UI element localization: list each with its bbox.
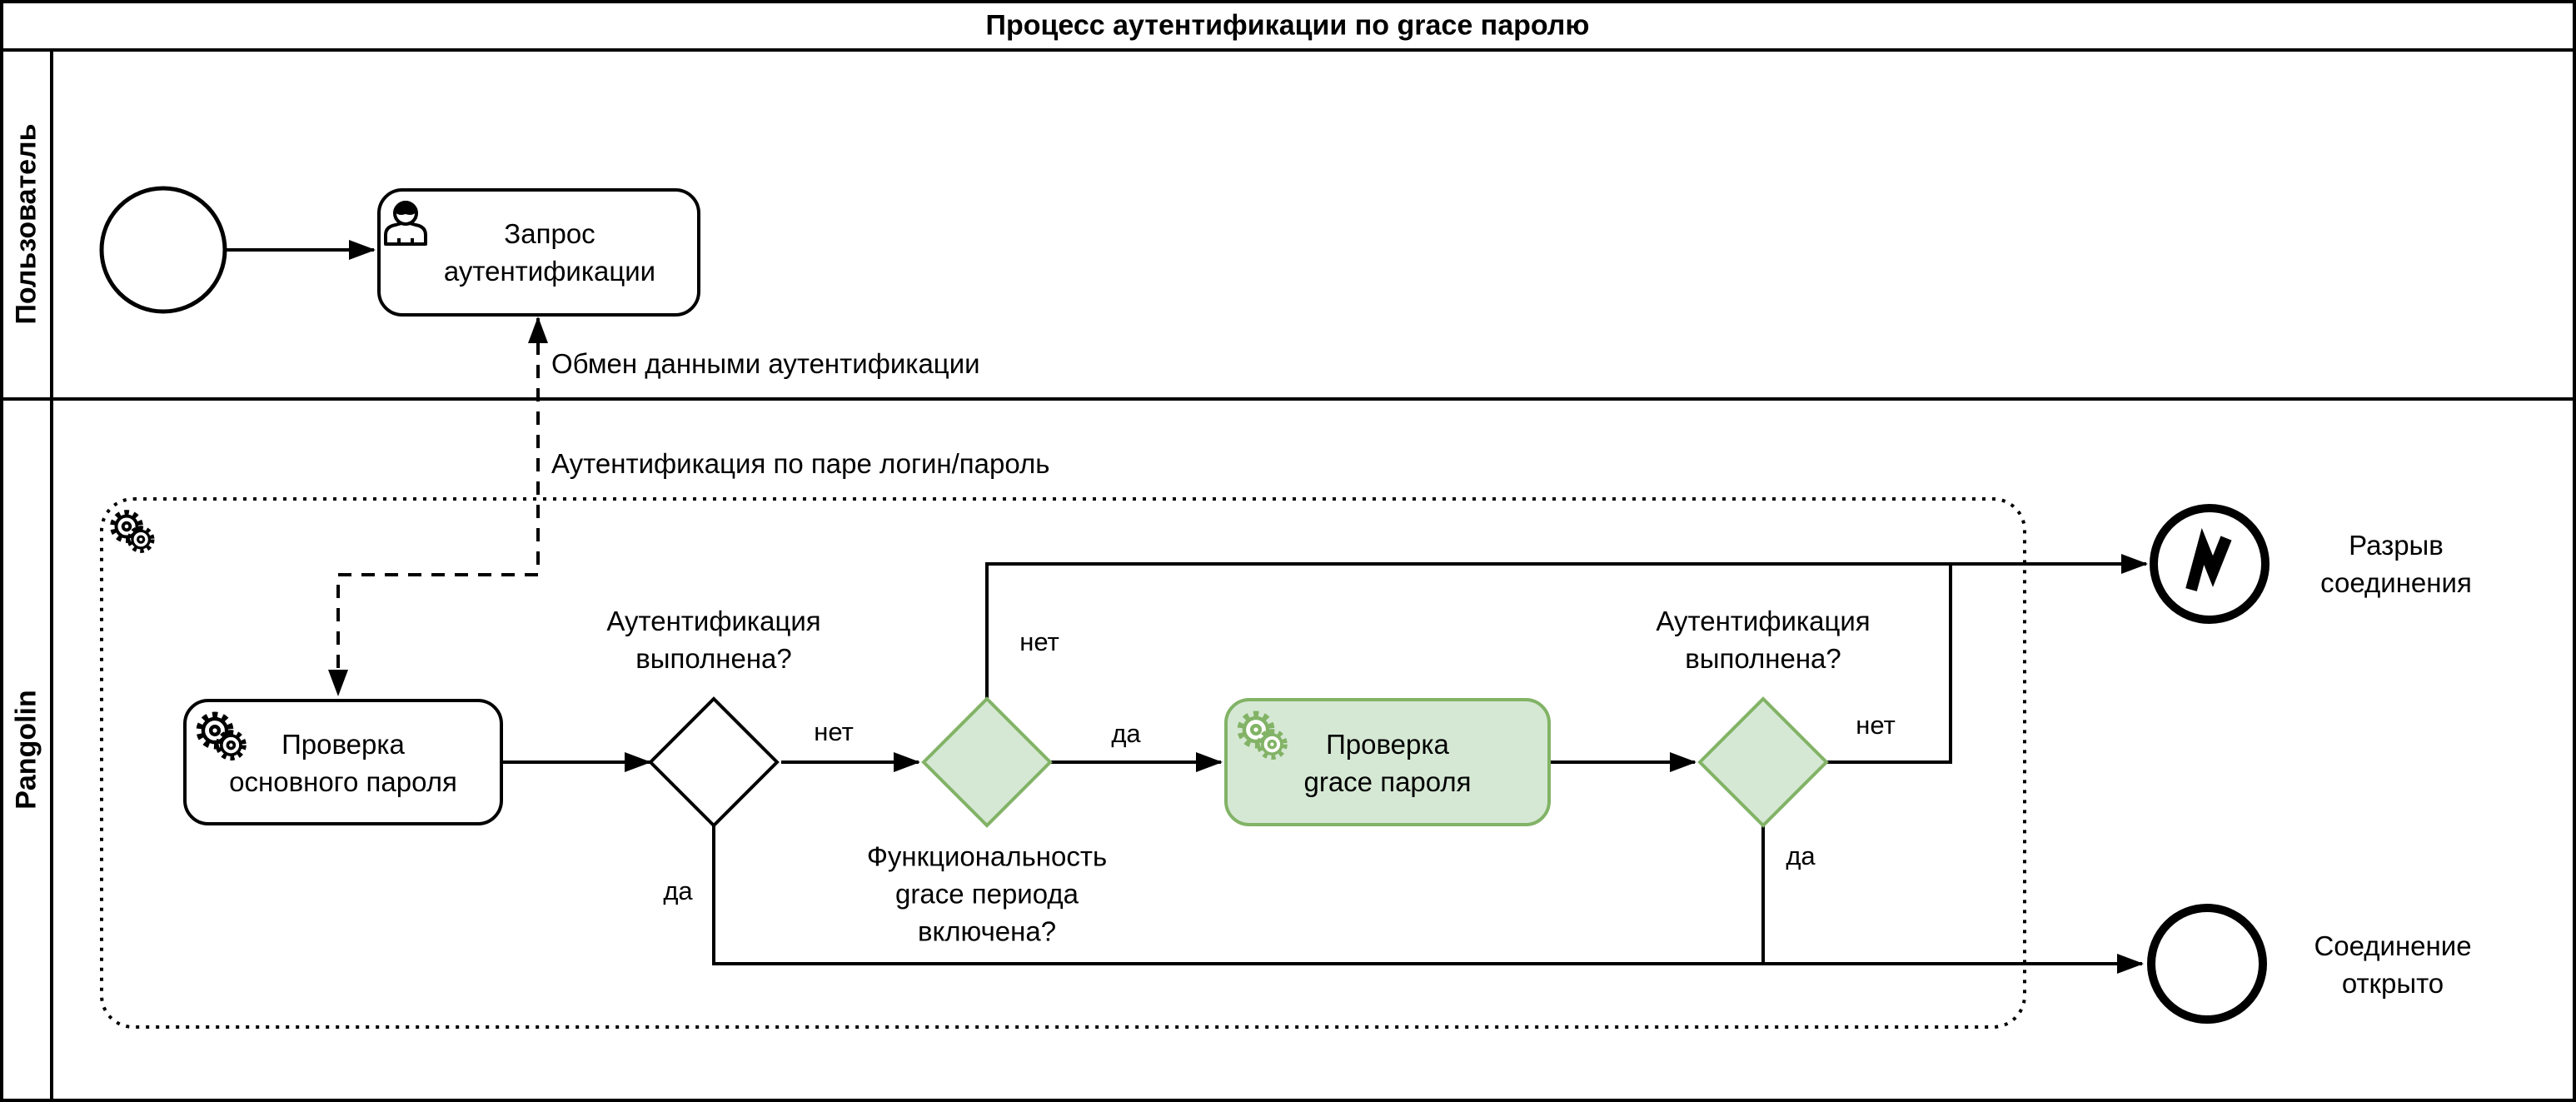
task-check-grace-password-label: Проверка grace пароля (1303, 729, 1472, 797)
task-auth-request-label: Запрос аутентификации (443, 218, 656, 287)
gateway-auth-done-second (1700, 699, 1826, 825)
lane-label-pangolin: Pangolin (10, 690, 42, 810)
gateway-grace-period-enabled (924, 699, 1050, 825)
message-label-login-password-pair: Аутентификация по паре логин/пароль (551, 448, 1050, 479)
edge-label-gw1-yes: да (663, 876, 693, 905)
gears-icon (113, 513, 152, 550)
end-event-connection-open (2151, 908, 2263, 1020)
edge-label-gw2-no: нет (1019, 627, 1059, 656)
lane-label-user: Пользователь (10, 123, 42, 325)
gateway-auth-done-first (650, 699, 777, 825)
gateway-auth-done-first-label: Аутентификация выполнена? (606, 606, 821, 674)
edge-label-gw3-no: нет (1856, 711, 1896, 740)
gateway-grace-period-enabled-label: Функциональность grace периода включена? (866, 840, 1108, 947)
edge-label-gw1-no: нет (814, 717, 854, 746)
edge-label-gw3-yes: да (1786, 841, 1816, 870)
diagram-title: Процесс аутентификации по grace паролю (985, 9, 1590, 42)
task-check-main-password-label: Проверка основного пароля (229, 729, 457, 797)
message-flow-auth-exchange (338, 318, 538, 695)
end-event-connection-open-label: Соединение открыто (2314, 930, 2472, 999)
gateway-auth-done-second-label: Аутентификация выполнена? (1656, 606, 1871, 674)
flow-gw2-no-to-error-end (987, 564, 2146, 699)
end-event-connection-break-label: Разрыв соединения (2320, 530, 2472, 598)
start-event (102, 188, 225, 312)
edge-label-gw2-yes: да (1111, 719, 1141, 748)
message-label-exchange: Обмен данными аутентификации (551, 348, 980, 379)
